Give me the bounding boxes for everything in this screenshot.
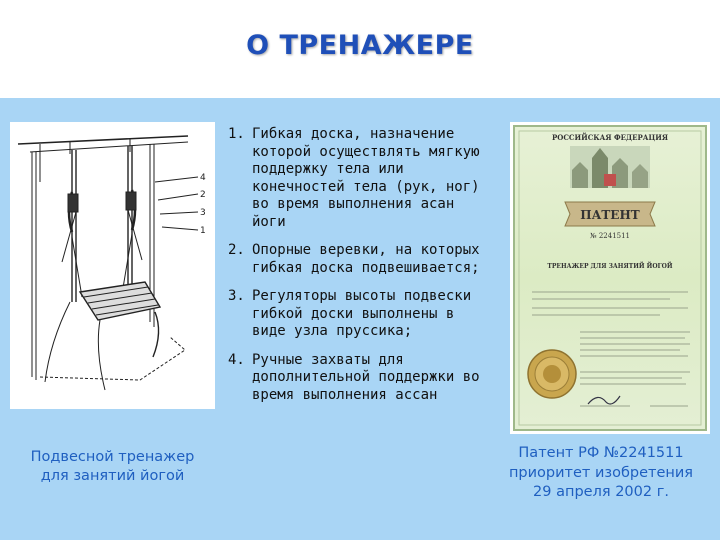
- swing-illustration: [10, 122, 215, 409]
- list-item-number: 1.: [228, 126, 245, 142]
- list-item: [228, 352, 496, 405]
- list-item-number: 4.: [228, 351, 245, 368]
- left-caption-line: Подвесной тренажер: [30, 449, 195, 465]
- seal-icon: [528, 350, 576, 398]
- certificate-number: № 2241511: [589, 232, 631, 240]
- list-item-text: Опорные веревки, на которых гибкая доска подвешивается;: [252, 242, 480, 276]
- drawing-label-3: 3: [200, 208, 206, 218]
- drawing-label-1: 1: [200, 226, 206, 236]
- patent-certificate-image: [510, 122, 710, 434]
- list-item: [228, 242, 496, 277]
- list-item-text: Гибкая доска, назначение которой осуществлять мягкую поддержку тела или конечностей тела (рук, ног) во время выполнения асан йоги: [252, 126, 480, 230]
- certificate-subject: ТРЕНАЖЕР ДЛЯ ЗАНЯТИЙ ЙОГОЙ: [547, 263, 673, 270]
- list-item-number: 3.: [228, 288, 245, 304]
- kremlin-illustration: [570, 146, 650, 188]
- drawing-label-4: 4: [200, 173, 206, 183]
- left-caption: [10, 448, 215, 486]
- certificate-header: РОССИЙСКАЯ ФЕДЕРАЦИЯ: [551, 133, 669, 142]
- right-caption-line: приоритет изобретения: [508, 464, 694, 481]
- list-item-text: Регуляторы высоты подвески гибкой доски выполнены в виде узла пруссика;: [252, 288, 472, 339]
- list-item-number: 2.: [228, 242, 245, 258]
- features-list: [228, 126, 496, 415]
- left-caption-line: для занятий йогой: [40, 468, 185, 484]
- list-item: [228, 288, 496, 341]
- certificate-patent-word: ПАТЕНТ: [580, 208, 640, 222]
- list-item: [228, 126, 496, 231]
- right-caption-line: Патент РФ №2241511: [518, 445, 684, 461]
- right-caption: [496, 444, 706, 503]
- list-item-text: Ручные захваты для дополнительной поддержки во время выполнения ассан: [252, 351, 480, 403]
- patent-certificate: [510, 122, 710, 434]
- yoga-swing-drawing: [10, 122, 215, 409]
- slide-title: О ТРЕНАЖЕРЕ: [246, 30, 474, 61]
- right-caption-line: 29 апреля 2002 г.: [533, 484, 669, 500]
- drawing-label-2: 2: [200, 190, 206, 200]
